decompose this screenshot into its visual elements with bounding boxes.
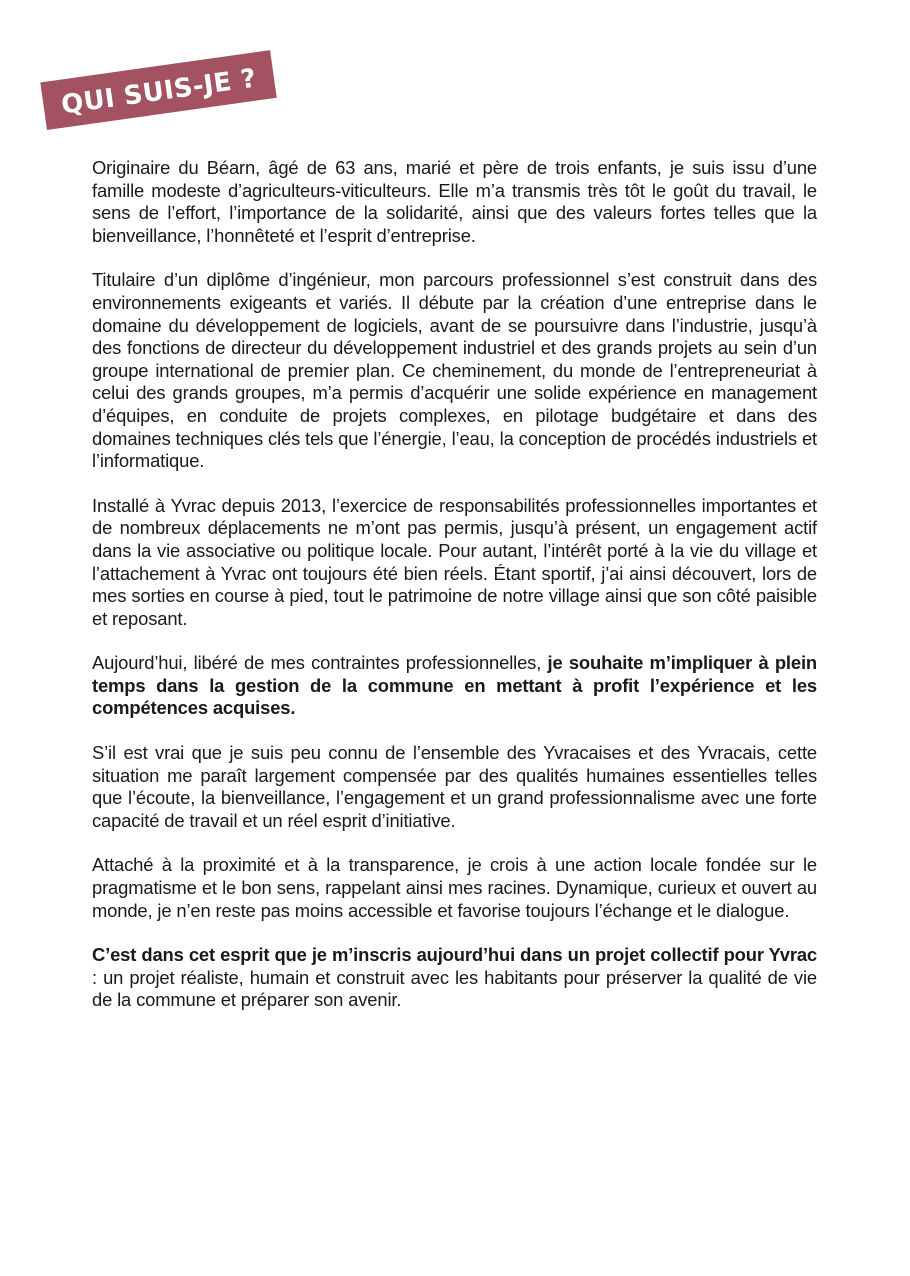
paragraph-yvrac: Installé à Yvrac depuis 2013, l’exercice de responsabilités professionnelles importantes et de nombreux déplacements ne m’ont pas permis, jusqu’à présent, un engagement actif dans la vie associative ou politique locale. Pour autant, l’intérêt porté à la vie du village et l’attachement à Yvrac ont toujours été bien réels. Étant sportif, j’ai ainsi découvert, lors de mes sorties en course à pied, tout le patrimoine de notre village ainsi que son côté paisible et reposant. [92,494,817,629]
paragraph-conclusion-highlight: C’est dans cet esprit que je m’inscris aujourd’hui dans un projet collectif pour Yvrac [92,944,817,966]
paragraph-values: Attaché à la proximité et à la transparence, je crois à une action locale fondée sur le pragmatisme et le bon sens, rappelant ainsi mes racines. Dynamique, curieux et ouvert au monde, je n’en reste pas moins accessible et favorise toujours l’échange et le dialogue. [92,854,817,921]
section-title-banner [40,50,276,130]
paragraph-career: Titulaire d’un diplôme d’ingénieur, mon parcours professionnel s’est construit dans des environnements exigeants et variés. Il débute par la création d’une entreprise dans le domaine du développement de logiciels, avant de se poursuivre dans l’industrie, jusqu’à des fonctions de directeur du développement industriel et des grands projets au sein d’un groupe international de premier plan. Ce cheminement, du monde de l’entrepreneuriat à celui des grands groupes, m’a permis d’acquérir une solide expérience en management d’équipes, en conduite de projets complexes, en pilotage budgétaire et dans des domaines techniques clés tels que l’énergie, l’eau, la conception de procédés industriels et l’informatique. [92,269,817,472]
paragraph-origins: Originaire du Béarn, âgé de 63 ans, marié et père de trois enfants, je suis issu d’une famille modeste d’agriculteurs-viticulteurs. Elle m’a transmis très tôt le goût du travail, le sens de l’effort, l’importance de la solidarité, ainsi que des valeurs fortes telles que la bienveillance, l’honnêteté et l’esprit d’entreprise. [92,157,817,246]
paragraph-commitment-intro: Aujourd’hui, libéré de mes contraintes professionnelles, [92,652,548,674]
paragraph-commitment-highlight: je souhaite m’impliquer à plein temps dans la gestion de la commune en mettant à profit l’expérience et les compétences acquises. [92,652,817,719]
section-title: QUI SUIS-JE ? [59,63,259,121]
paragraph-commitment [92,652,817,720]
paragraph-qualities: S’il est vrai que je suis peu connu de l’ensemble des Yvracaises et des Yvracais, cette situation me paraît largement compensée par des qualités humaines essentielles telles que l’écoute, la bienveillance, l’engagement et un grand professionnalisme avec une forte capacité de travail et un réel esprit d’initiative. [92,742,817,831]
paragraph-conclusion-end: : un projet réaliste, humain et construit avec les habitants pour préserver la qualité de vie de la commune et préparer son avenir. [92,966,817,1011]
biography-text [92,157,817,1034]
paragraph-conclusion [92,944,817,1012]
